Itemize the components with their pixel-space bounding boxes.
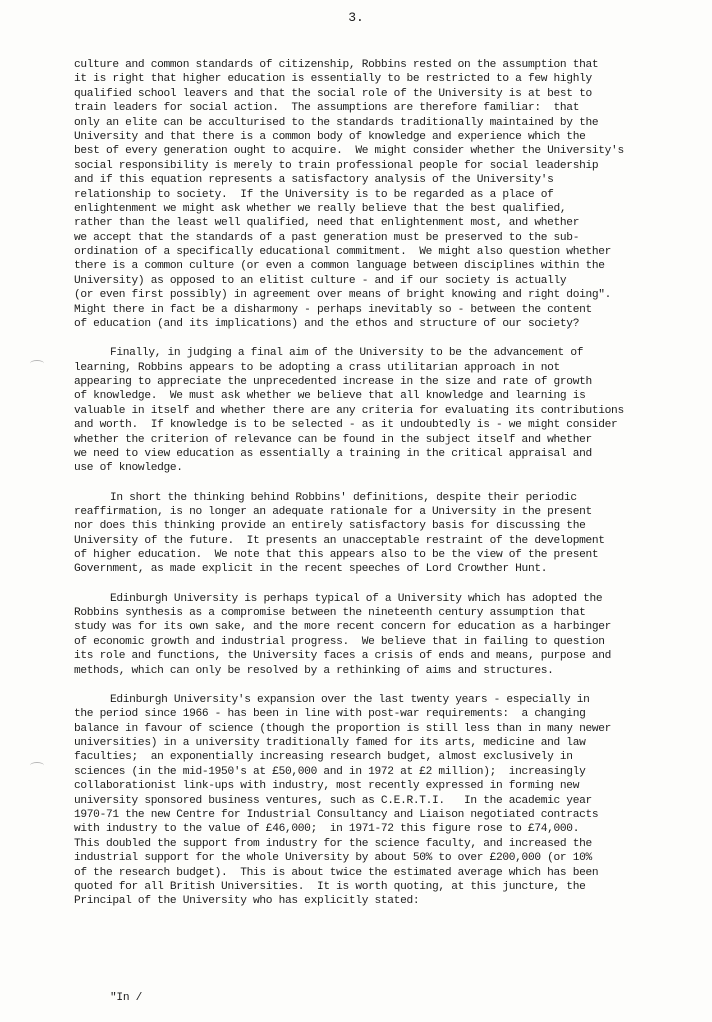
text-line: rather than the least well qualified, need that enlightenment most, and whether <box>74 217 580 230</box>
text-line: University and that there is a common body of knowledge and experience which the <box>74 130 586 143</box>
text-line: methods, which can only be resolved by a rethinking of aims and structures. <box>74 664 554 677</box>
text-line: and if this equation represents a satisfactory analysis of the University's <box>74 174 554 187</box>
text-line: we accept that the standards of a past generation must be preserved to the sub- <box>74 231 580 244</box>
text-line: Principal of the University who has explicitly stated: <box>74 895 420 908</box>
text-line: of knowledge. We must ask whether we believe that all knowledge and learning is <box>74 390 586 403</box>
text-line: university sponsored business ventures, such as C.E.R.T.I. In the academic year <box>74 794 592 807</box>
text-line: valuable in itself and whether there are any criteria for evaluating its contributions <box>74 404 624 417</box>
text-line: 1970-71 the new Centre for Industrial Consultancy and Liaison negotiated contracts <box>74 808 599 821</box>
text-line: it is right that higher education is essentially to be restricted to a few highly <box>74 73 592 86</box>
text-line: Edinburgh University is perhaps typical of a University which has adopted the <box>110 592 603 605</box>
paragraph <box>74 58 689 331</box>
text-line: whether the criterion of relevance can be found in the subject itself and whether <box>74 433 592 446</box>
punch-hole-mark <box>30 360 44 367</box>
paragraph <box>74 491 689 577</box>
text-line: University of the future. It presents an unacceptable restraint of the development <box>74 534 605 547</box>
text-line: University) as opposed to an elitist culture - and if our society is actually <box>74 274 567 287</box>
paragraph <box>74 693 689 909</box>
text-line: Robbins synthesis as a compromise between the nineteenth century assumption that <box>74 607 586 620</box>
text-line: Government, as made explicit in the recent speeches of Lord Crowther Hunt. <box>74 563 548 576</box>
text-line: industrial support for the whole University by about 50% to over £200,000 (or 10% <box>74 852 592 865</box>
punch-hole-mark <box>30 762 44 769</box>
text-line: qualified school leavers and that the social role of the University is at best to <box>74 87 592 100</box>
text-line: reaffirmation, is no longer an adequate rationale for a University in the present <box>74 505 592 518</box>
text-line: social responsibility is merely to train professional people for social leadership <box>74 159 599 172</box>
text-line: sciences (in the mid-1950's at £50,000 and in 1972 at £2 million); increasingly <box>74 765 586 778</box>
text-line: This doubled the support from industry for the science faculty, and increased the <box>74 837 592 850</box>
paragraph-spacer <box>74 678 689 693</box>
text-line: balance in favour of science (though the proportion is still less than in many newer <box>74 722 612 735</box>
text-line: relationship to society. If the University is to be regarded as a place of <box>74 188 554 201</box>
text-line: culture and common standards of citizenship, Robbins rested on the assumption that <box>74 59 599 71</box>
text-line: collaborationist link-ups with industry, most recently expressed in forming new <box>74 780 580 793</box>
text-line: the period since 1966 - has been in line with post-war requirements: a changing <box>74 708 586 721</box>
text-line: its role and functions, the University faces a crisis of ends and means, purpose and <box>74 650 612 663</box>
text-line: quoted for all British Universities. It is worth quoting, at this juncture, the <box>74 880 586 893</box>
text-line: enlightenment we might ask whether we really believe that the best qualified, <box>74 202 567 215</box>
text-line: of education (and its implications) and the ethos and structure of our society? <box>74 318 580 331</box>
text-line: Edinburgh University's expansion over the last twenty years - especially in <box>110 693 590 706</box>
text-line: Might there in fact be a disharmony - perhaps inevitably so - between the content <box>74 303 592 316</box>
text-line: ordination of a specifically educational commitment. We might also question whether <box>74 246 612 259</box>
text-line: and worth. If knowledge is to be selected - as it undoubtedly is - we might consider <box>74 419 618 432</box>
text-line: with industry to the value of £46,000; in 1971-72 this figure rose to £74,000. <box>74 823 580 836</box>
text-line: there is a common culture (or even a common language between disciplines within the <box>74 260 605 273</box>
catchword: "In / <box>110 992 143 1004</box>
text-line: only an elite can be acculturised to the standards traditionally maintained by the <box>74 116 599 129</box>
text-line: (or even first possibly) in agreement over means of bright knowing and right doing". <box>74 289 612 302</box>
text-line: train leaders for social action. The assumptions are therefore familiar: that <box>74 102 580 115</box>
paragraph-spacer <box>74 577 689 592</box>
text-line: Finally, in judging a final aim of the University to be the advancement of <box>110 347 584 360</box>
paragraph <box>74 346 689 476</box>
text-line: faculties; an exponentially increasing research budget, almost exclusively in <box>74 751 573 764</box>
paragraph <box>74 592 689 678</box>
text-line: appearing to appreciate the unprecedented increase in the size and rate of growth <box>74 376 592 388</box>
text-line: of the research budget). This is about twice the estimated average which has been <box>74 866 599 879</box>
paragraph-spacer <box>74 476 689 491</box>
paragraph-spacer <box>74 331 689 346</box>
text-line: universities) in a university traditionally famed for its arts, medicine and law <box>74 736 586 749</box>
text-line: study was for its own sake, and the more recent concern for education as a harbinger <box>74 621 612 634</box>
text-line: of higher education. We note that this appears also to be the view of the present <box>74 549 599 562</box>
text-line: best of every generation ought to acquire. We might consider whether the University's <box>74 145 624 158</box>
page-number: 3. <box>348 10 364 25</box>
text-line: nor does this thinking provide an entirely satisfactory basis for discussing the <box>74 520 586 533</box>
text-line: learning, Robbins appears to be adopting a crass utilitarian approach in not <box>74 361 560 374</box>
text-line: use of knowledge. <box>74 462 183 475</box>
text-line: of economic growth and industrial progress. We believe that in failing to question <box>74 635 605 648</box>
document-body <box>74 58 689 909</box>
text-line: In short the thinking behind Robbins' definitions, despite their periodic <box>110 491 577 504</box>
text-line: we need to view education as essentially a training in the critical appraisal and <box>74 447 592 460</box>
